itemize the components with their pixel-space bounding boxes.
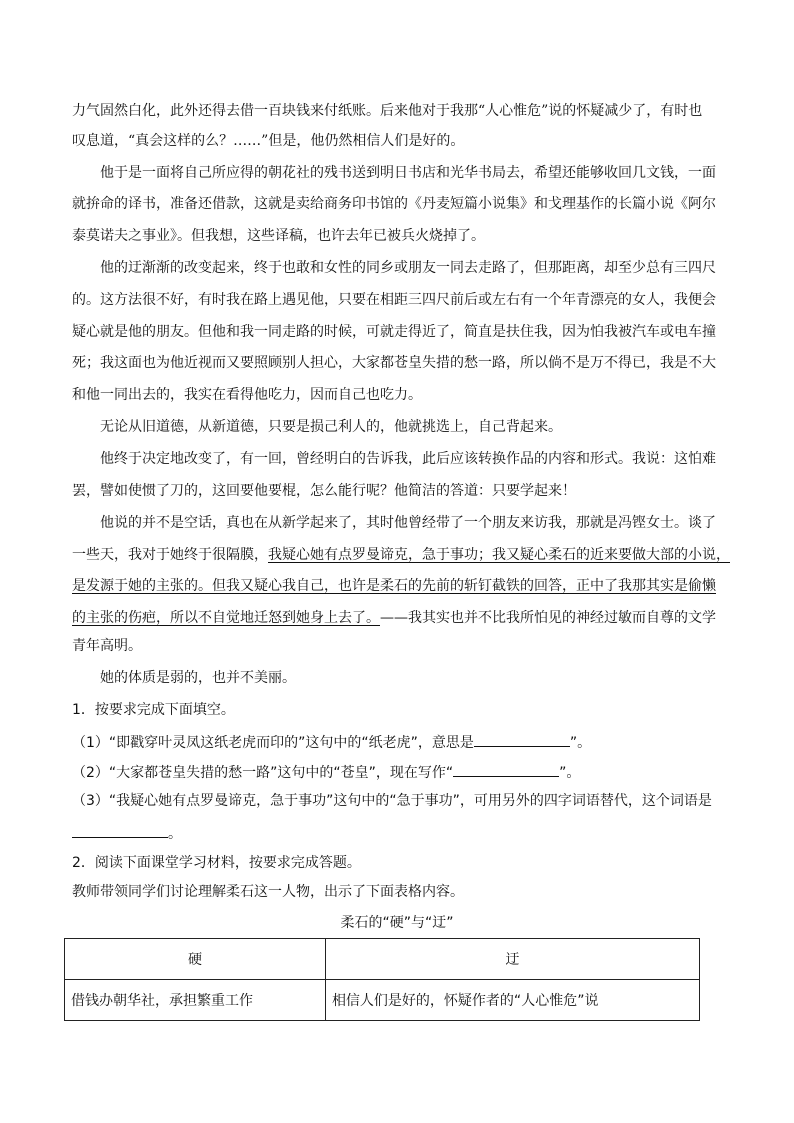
underlined-text: 的主张的伤疤，所以不自觉地迁怒到她身上去了。	[72, 610, 380, 626]
question-text: （1）“即戳穿叶灵凤这纸老虎而印的”这句中的“纸老虎”，意思是	[72, 735, 474, 751]
text-line: 的。这方法很不好，有时我在路上遇见他，只要在相距三四尺前后或左右有一个年青漂亮的女人，我便会	[72, 292, 716, 308]
text-line: 就拚命的译书，准备还借款，这就是卖给商务印书馆的《丹麦短篇小说集》和戈理基作的长篇小说《阿尔	[72, 196, 716, 212]
text-line: 疑心就是他的朋友。但他和我一同走路的时候，可就走得近了，简直是扶住我，因为怕我被汽车或电车撞	[72, 324, 716, 340]
question-text: ”。	[559, 765, 581, 781]
table-header-cell: 硬	[65, 939, 326, 980]
question-1-item-2	[72, 761, 580, 781]
table-cell: 借钱办朝华社，承担繁重工作	[65, 980, 326, 1021]
text-line: 泰莫诺夫之事业》。但我想，这些译稿，也许去年已被兵火烧掉了。	[72, 228, 485, 244]
text-line: 和他一同出去的，我实在看得他吃力，因而自己也吃力。	[72, 387, 422, 403]
answer-blank[interactable]	[72, 822, 168, 838]
text-line: 他终于决定地改变了，有一回，曾经明白的告诉我，此后应该转换作品的内容和形式。我说：这怕难	[100, 451, 716, 467]
text-line: 死；我这面也为他近视而又要照顾别人担心，大家都苍皇失措的愁一路，所以倘不是万不得已，我是不大	[72, 355, 716, 371]
text-line: 罢，譬如使惯了刀的，这回要他要棍，怎么能行呢？他简洁的答道：只要学起来！	[72, 483, 576, 499]
table-header-row	[65, 939, 700, 980]
table-header-cell: 迂	[325, 939, 699, 980]
question-2-title: 2．阅读下面课堂学习材料，按要求完成答题。	[72, 855, 361, 871]
text-segment: 一些天，我对于她终于很隔膜，	[72, 547, 268, 563]
underlined-text: 我疑心她有点罗曼谛克，急于事功；我又疑心柔石的近来要做大部的小说，	[268, 547, 730, 563]
text-line: 他的迂渐渐的改变起来，终于也敢和女性的同乡或朋友一同去走路了，但那距离，却至少总有三四尺	[100, 260, 716, 276]
question-1-title: 1．按要求完成下面填空。	[72, 702, 235, 718]
text-line	[72, 608, 716, 628]
underlined-text-line: 是发源于她的主张的。但我又疑心我自己，也许是柔石的先前的斩钉截铁的回答，正中了我那其实是偷懒	[72, 578, 716, 594]
question-1-item-3-cont	[72, 822, 182, 842]
text-line: 他说的并不是空话，真也在从新学起来了，其时他曾经带了一个朋友来访我，那就是冯铿女士。谈了	[100, 515, 716, 531]
question-text: 。	[168, 826, 182, 842]
question-text: ”。	[569, 735, 592, 751]
table-cell: 相信人们是好的，怀疑作者的“人心惟危”说	[325, 980, 699, 1021]
comparison-table	[64, 938, 700, 1021]
text-line	[72, 545, 730, 565]
question-1-item-3: （3）“我疑心她有点罗曼谛克，急于事功”这句中的“急于事功”，可用另外的四字词语替代，这个词语是	[72, 793, 712, 809]
text-line: 力气固然白化，此外还得去借一百块钱来付纸账。后来他对于我那“人心惟危”说的怀疑减少了，有时也	[72, 103, 703, 119]
text-line: 他于是一面将自己所应得的朝花社的残书送到明日书店和光华书局去，希望还能够收回几文钱，一面	[100, 165, 716, 181]
answer-blank[interactable]	[474, 731, 570, 747]
text-line: 叹息道，“真会这样的么？……”但是，他仍然相信人们是好的。	[72, 133, 465, 149]
question-text: （2）“大家都苍皇失措的愁一路”这句中的“苍皇”，现在写作“	[72, 765, 454, 781]
text-segment: ——我其实也并不比我所怕见的神经过敏而自尊的文学	[380, 610, 716, 626]
text-line: 青年高明。	[72, 638, 142, 654]
text-line: 她的体质是弱的，也并不美丽。	[100, 670, 296, 686]
question-1-item-1	[72, 731, 591, 751]
question-2-intro: 教师带领同学们讨论理解柔石这一人物，出示了下面表格内容。	[72, 884, 464, 900]
answer-blank[interactable]	[453, 761, 559, 777]
text-line: 无论从旧道德，从新道德，只要是损己利人的，他就挑选上，自己背起来。	[100, 419, 562, 435]
table-row	[65, 980, 700, 1021]
table-title: 柔石的“硬”与“迂”	[340, 915, 454, 931]
